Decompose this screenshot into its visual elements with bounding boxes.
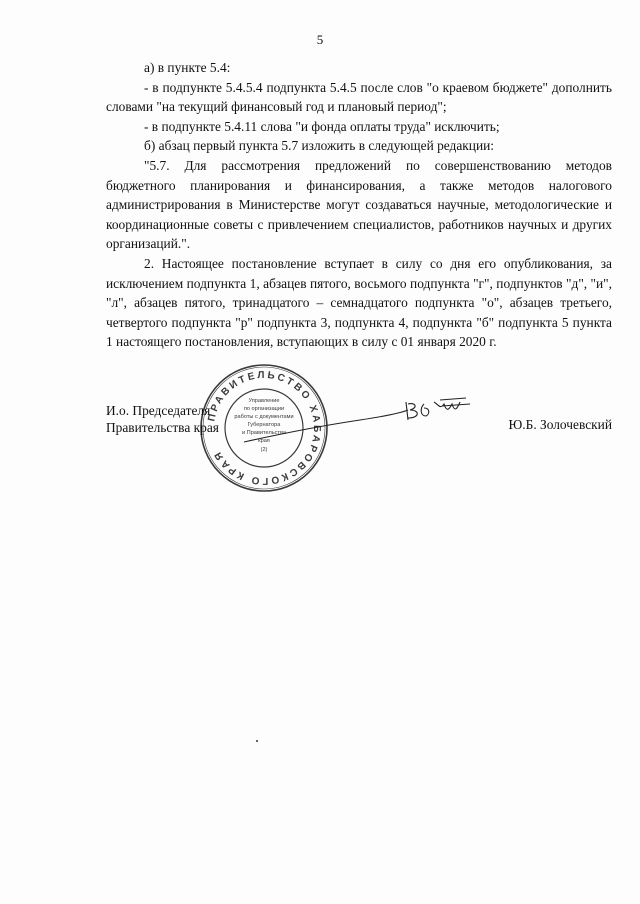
page-number: 5: [316, 32, 324, 47]
document-body: [106, 58, 612, 352]
signer-title: И.о. Председателя Правительства края: [106, 403, 219, 435]
stamp-line: (2): [260, 447, 268, 453]
stamp-line: Губернатора: [247, 422, 281, 428]
paragraph-item-a: а) в пункте 5.4:: [144, 60, 231, 75]
handwritten-signature: [240, 390, 480, 450]
paragraph-quoted-5-7: "5.7. Для рассмотрения предложений по совершенствованию методов бюджетного планирования и финансирования, а также методов налогового администрирования в Министерстве могут создаваться научные, методологические и координационные советы с привлечением специалистов, работников научных и других организаций.".: [106, 157, 612, 252]
stamp-line: и Правительства: [242, 430, 286, 436]
stamp-line: по организации: [243, 406, 285, 412]
paragraph-subitem-5-4-11: - в подпункте 5.4.11 слова "и фонда оплаты труда" исключить;: [144, 118, 500, 134]
stamp-line: Управление: [248, 398, 280, 404]
paragraph-effective-date: 2. Настоящее постановление вступает в силу со дня его опубликования, за исключением подпункта 1, абзацев пятого, восьмого подпункта "г", подпунктов "д", "и", "л", абзацев пятого, тринадцатого – семнадцатого подпункта "о", абзацев третьего, четвертого подпункта "р" подпункта 3, подпункта 4, подпункта "б" подпункта 5 пункта 1 настоящего постановления, вступающих в силу с 01 января 2020 г.: [106, 255, 612, 350]
signer-name: Ю.Б. Золочевский: [508, 417, 612, 432]
paragraph-item-b: б) абзац первый пункта 5.7 изложить в следующей редакции:: [144, 138, 495, 154]
scan-speck: [256, 740, 258, 742]
stamp-ring-text: ПРАВИТЕЛЬСТВО ХАБАРОВСКОГО КРАЯ: [206, 369, 323, 487]
stamp-line: края: [258, 438, 270, 444]
stamp-line: работы с документами: [234, 414, 294, 420]
paragraph-subitem-5-4-5-4: - в подпункте 5.4.5.4 подпункта 5.4.5 после слов "о краевом бюджете" дополнить словами "на текущий финансовый год и плановый период";: [106, 79, 612, 115]
